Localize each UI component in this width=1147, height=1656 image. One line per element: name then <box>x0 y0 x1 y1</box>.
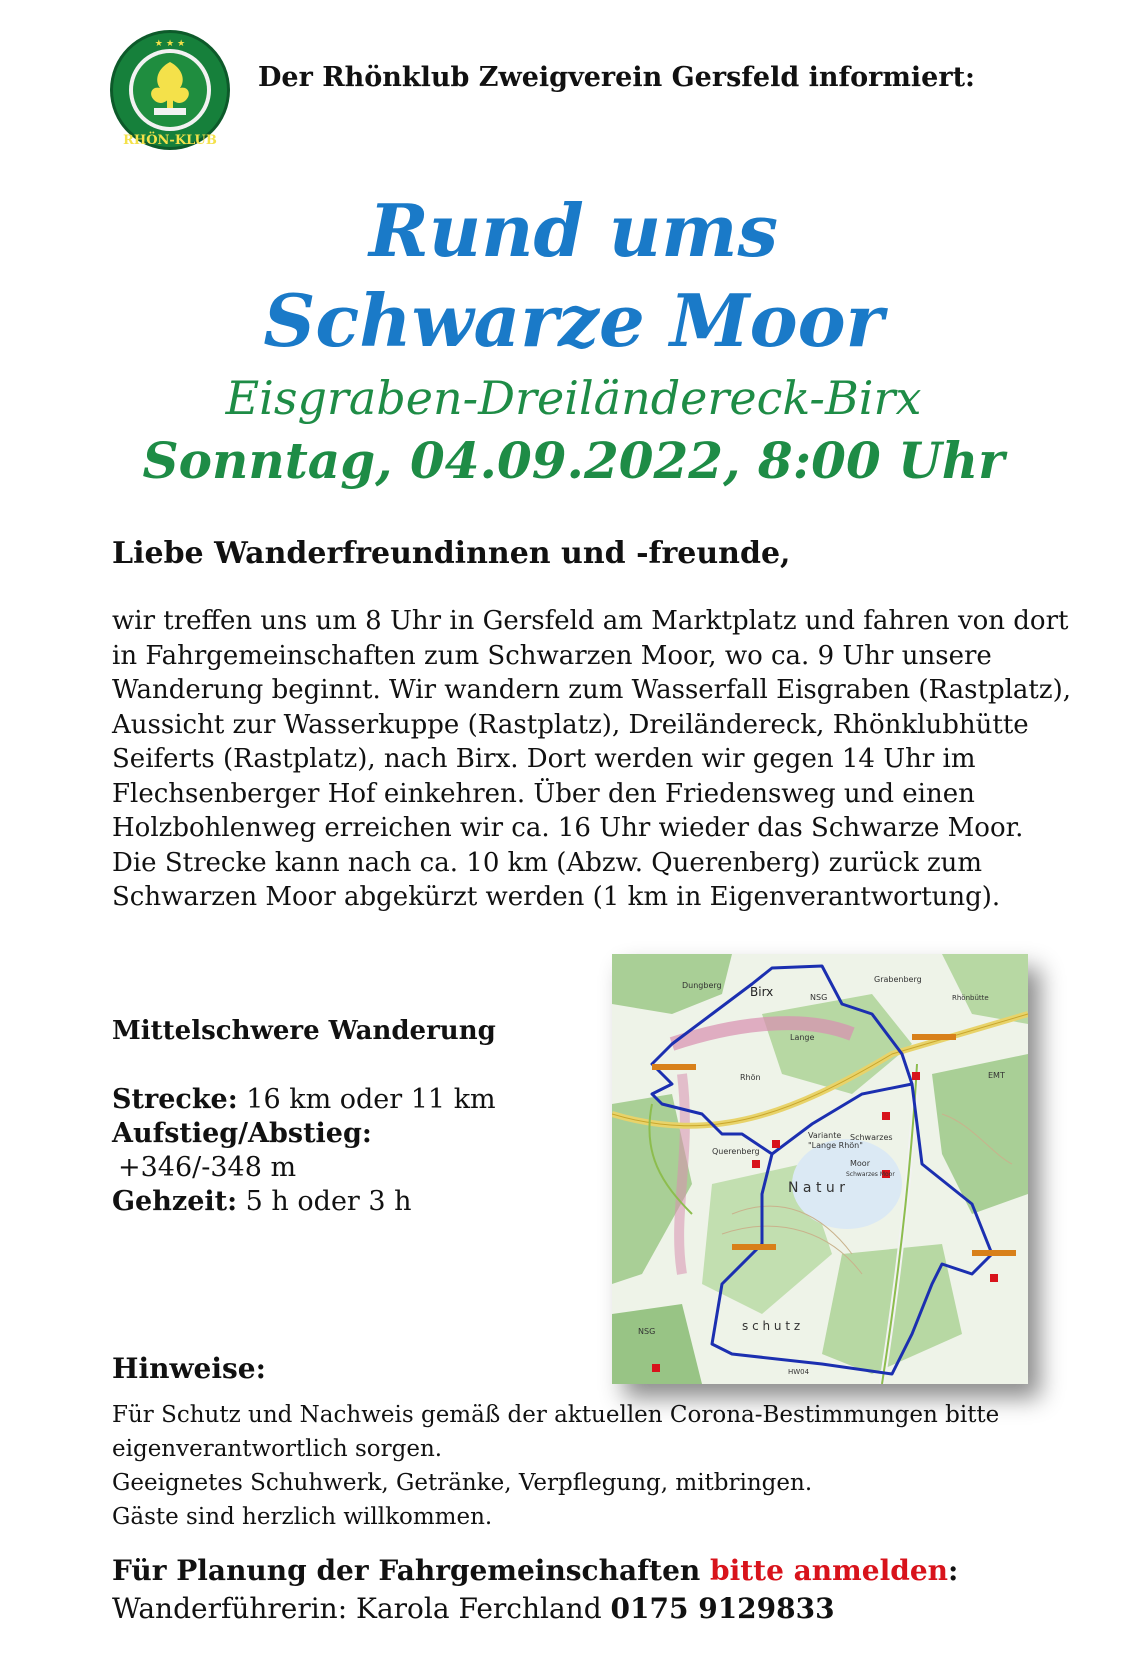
route-subtitle: Eisgraben-Dreiländereck-Birx <box>225 371 922 425</box>
registration-highlight: bitte anmelden <box>710 1554 948 1587</box>
map-label-grabenberg: Grabenberg <box>874 975 922 984</box>
map-label-querenberg: Querenberg <box>712 1147 760 1156</box>
greeting: Liebe Wanderfreundinnen und -freunde, <box>112 536 791 571</box>
map-label-schutz: s c h u t z <box>742 1319 801 1333</box>
description-paragraph-1: wir treffen uns um 8 Uhr in Gersfeld am Marktplatz und fahren von dort in Fahrgemeinschaften zum Schwarzen Moor, wo ca. 9 Uhr unsere Wanderung beginnt. Wir wandern zum Wasserfall Eisgraben (Rastplatz), Aussicht zur Wasserkuppe (Rastplatz), Dreiländereck, Rhönklubhütte Seiferts (Rastplatz), nach Birx. Dort werden wir gegen 14 Uhr im Flechsenberger Hof einkehren. Über den Friedensweg und einen Holzbohlenweg erreichen wir ca. 16 Uhr wieder das Schwarze Moor. <box>112 606 1071 843</box>
fact-walking-time-value: 5 h oder 3 h <box>245 1186 412 1217</box>
fact-elevation-value: +346/-348 m <box>118 1152 297 1183</box>
map-label-birx: Birx <box>750 985 774 999</box>
event-date: Sonntag, 04.09.2022, 8:00 Uhr <box>142 431 1005 490</box>
map-label-emt: EMT <box>988 1071 1005 1080</box>
route-map <box>612 954 1028 1384</box>
map-label-rhoenbuette: Rhönbütte <box>952 994 989 1002</box>
description <box>112 604 1082 915</box>
note-line-2: eigenverantwortlich sorgen. <box>112 1436 443 1462</box>
map-label-schwarzes: Schwarzes <box>850 1133 893 1142</box>
fact-distance <box>112 1084 496 1115</box>
rhoenklub-logo <box>108 28 232 152</box>
note-line-4: Gäste sind herzlich willkommen. <box>112 1504 493 1530</box>
guide-phone: 0175 9129833 <box>610 1592 835 1625</box>
organization-line: Der Rhönklub Zweigverein Gersfeld informiert: <box>258 62 976 93</box>
title-line-2: Schwarze Moor <box>263 278 884 363</box>
registration-prefix: Für Planung der Fahrgemeinschaften <box>112 1554 711 1587</box>
fact-elevation-label: Aufstieg/Abstieg: <box>112 1118 372 1149</box>
map-label-lange: Lange <box>790 1033 815 1042</box>
map-label-variante: Variante <box>808 1131 842 1140</box>
logo-text: RHÖN-KLUB <box>123 133 217 148</box>
map-label-nsg-bottom: NSG <box>638 1327 656 1336</box>
fact-distance-value: 16 km oder 11 km <box>246 1084 496 1115</box>
fact-distance-label: Strecke: <box>112 1084 238 1115</box>
fact-walking-time <box>112 1186 412 1217</box>
map-label-dungberg: Dungberg <box>682 981 722 990</box>
notes <box>112 1398 1092 1534</box>
description-paragraph-2: Die Strecke kann nach ca. 10 km (Abzw. Querenberg) zurück zum Schwarzen Moor abgekürzt werden (1 km in Eigenverantwortung). <box>112 847 1001 912</box>
registration-line <box>112 1554 958 1587</box>
note-line-1: Für Schutz und Nachweis gemäß der aktuellen Corona-Bestimmungen bitte <box>112 1402 1000 1428</box>
map-label-moor: Moor <box>850 1159 870 1168</box>
map-label-schwarzes-moor: Schwarzes Moor <box>846 1171 895 1178</box>
note-line-3: Geeignetes Schuhwerk, Getränke, Verpflegung, mitbringen. <box>112 1470 813 1496</box>
map-label-natur: N a t u r <box>788 1180 845 1196</box>
registration-suffix: : <box>948 1554 959 1587</box>
guide-name: Wanderführerin: Karola Ferchland <box>112 1592 611 1625</box>
guide-contact <box>112 1592 835 1625</box>
difficulty-label: Mittelschwere Wanderung <box>112 1016 496 1046</box>
svg-text:★ ★ ★: ★ ★ ★ <box>154 39 186 49</box>
map-label-lange-rhoen: "Lange Rhön" <box>808 1141 863 1150</box>
map-label-nsg-top: NSG <box>810 993 828 1002</box>
notes-heading: Hinweise: <box>112 1352 266 1385</box>
map-label-rhon: Rhön <box>740 1073 761 1082</box>
title-line-1: Rund ums <box>368 188 778 273</box>
map-label-hw04: HW04 <box>788 1368 810 1376</box>
fact-walking-time-label: Gehzeit: <box>112 1186 238 1217</box>
